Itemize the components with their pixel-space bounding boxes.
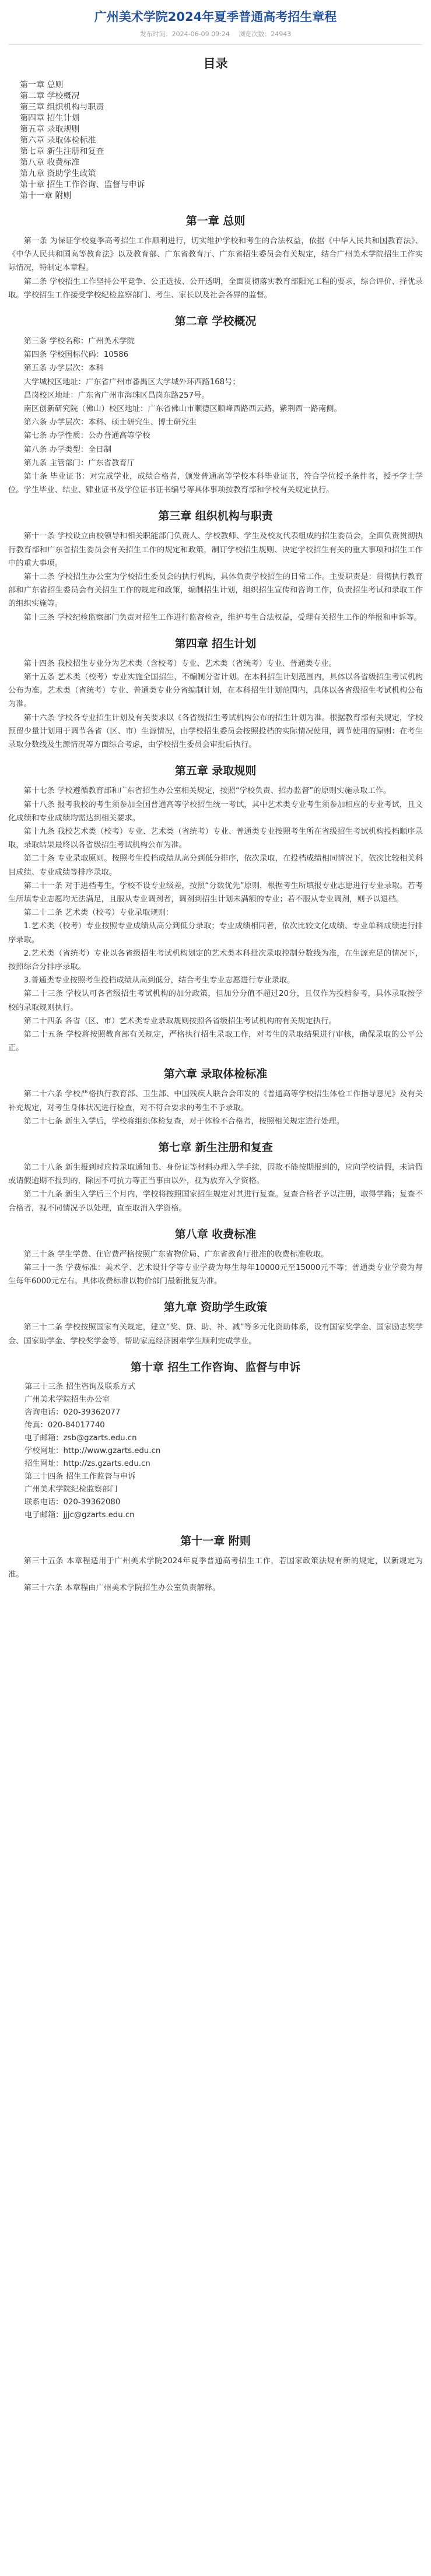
toc-item: 第九章 资助学生政策	[20, 169, 96, 178]
article-paragraph: 第二十六条 学校严格执行教育部、卫生部、中国残疾人联合会印发的《普通高等学校招生体检工作指导意见》及有关补充规定，对考生身体状况进行检查，对不符合要求的考生不予录取。	[8, 1090, 423, 1112]
contact-line: 学校网址：http://www.gzarts.edu.cn	[24, 1446, 161, 1455]
article-paragraph: 第三十条 学生学费、住宿费严格按照广东省物价局、广东省教育厅批准的收费标准收取。	[23, 1250, 329, 1259]
article-paragraph: 第三十六条 本章程由广州美术学院招生办公室负责解释。	[23, 1584, 220, 1593]
article-paragraph: 第二十八条 新生报到时应持录取通知书、身份证等材料办理入学手续，因故不能按期报到的，应向学校请假，未请假或请假逾期不报到的，除因不可抗力等正当事由以外，视为放弃入学资格。	[8, 1163, 423, 1186]
contact-block	[8, 1381, 423, 1522]
article-paragraph: 第十五条 艺术类（校考）专业实施全国招生，不编制分省计划。在本科招生计划范围内，具体以各省级招生考试机构公布为准。艺术类（省统考）专业、普通类专业分省编制计划，在本科招生计划范围内，具体以各省级招生考试机构公布为准。	[8, 673, 423, 709]
article-paragraph: 第九条 主管部门：广东省教育厅	[23, 458, 135, 468]
article-paragraph: 第二十条 专业录取原则。按照考生投档成绩从高分到低分排序，依次录取，在投档成绩相同情况下，依次比较相关科目成绩、专业成绩等排序录取。	[8, 854, 423, 877]
chapter-section	[8, 508, 423, 624]
article-paragraph: 1.艺术类（校考）专业按照专业成绩从高分到低分录取；专业成绩相同者，依次比较文化成绩、专业单科成绩进行排序录取。	[8, 922, 423, 945]
article-paragraph: 昌岗校区地址：广东省广州市海珠区昌岗东路257号。	[23, 391, 209, 400]
chapter-title: 第五章 录取规则	[174, 764, 257, 778]
page-title: 广州美术学院2024年夏季普通高考招生章程	[94, 10, 337, 24]
article-paragraph: 3.普通类专业按照考生投档成绩从高到低分，结合考生专业志愿进行专业录取。	[23, 976, 295, 985]
contact-line: 联系电话：020-39362080	[24, 1497, 121, 1507]
chapter-section	[8, 213, 423, 302]
article-paragraph: 2.艺术类（省统考）专业以各省级招生考试机构划定的艺术类本科批次录取控制分数线为准，在生源充足的情况下，按照综合分排序录取。	[8, 949, 423, 971]
chapter-section	[8, 1360, 423, 1522]
toc-item: 第七章 新生注册和复查	[20, 147, 104, 156]
chapter-section	[8, 1227, 423, 1289]
article-paragraph: 第八条 办学类型：全日制	[23, 445, 112, 454]
article-paragraph: 第十七条 学校遵循教育部和广东省招生办公室相关规定，按照“学校负责、招办监督”的原则实施录取工作。	[23, 787, 391, 796]
contact-line: 咨询电话：020-39362077	[24, 1408, 121, 1417]
article-paragraph: 第七条 办学性质：公办普通高等学校	[23, 431, 150, 441]
chapter-section	[8, 1300, 423, 1347]
chapters	[8, 213, 423, 1595]
chapter-title: 第七章 新生注册和复查	[158, 1140, 273, 1154]
toc-item: 第十章 招生工作咨询、监督与申诉	[20, 180, 145, 189]
article-paragraph: 第二十一条 对于进档考生，学校不设专业级差，按照“分数优先”原则，根据考生所填报专业志愿进行专业录取。若考生所填专业志愿均无法满足，且服从专业调剂者，调剂到招生计划未满额的专业；若不服从专业调剂，则予以退档。	[8, 881, 423, 904]
article-paragraph: 第二十四条 各省（区、市）艺术类专业录取规则按照各省级招生考试机构的有关规定执行。	[23, 1016, 337, 1026]
chapter-title: 第九章 资助学生政策	[163, 1301, 268, 1314]
contact-line: 广州美术学院招生办公室	[24, 1395, 110, 1404]
chapter-title: 第三章 组织机构与职责	[158, 510, 273, 523]
chapter-title: 第十章 招生工作咨询、监督与申诉	[130, 1360, 301, 1374]
article-paragraph: 第四条 学校国标代码：10586	[23, 350, 129, 360]
toc-item: 第一章 总则	[20, 80, 64, 90]
article-paragraph: 第二条 学校招生工作坚持公平竞争、公正选拔、公开透明，全面贯彻落实教育部阳光工程的要求，综合评价、择优录取。学校招生工作接受学校纪检监察部门、考生、家长以及社会各界的监督。	[8, 277, 423, 300]
chapter-title: 第四章 招生计划	[174, 637, 257, 650]
article-paragraph: 第三十二条 学校按照国家有关规定，建立“奖、贷、助、补、减”等多元化资助体系，设有国家奖学金、国家励志奖学金、国家助学金、学校奖学金等，帮助家庭经济困难学生顺利完成学业。	[8, 1323, 423, 1346]
chapter-section	[8, 636, 423, 752]
article-paragraph: 第三十五条 本章程适用于广州美术学院2024年夏季普通高考招生工作，若国家政策法规有新的规定，以新规定为准。	[8, 1556, 423, 1579]
table-of-contents	[20, 80, 423, 202]
contact-line: 电子邮箱：jjjc@gzarts.edu.cn	[24, 1510, 135, 1519]
article-paragraph: 第二十二条 艺术类（校考）专业录取规则：	[23, 908, 174, 918]
article-paragraph: 第十一条 学校设立由校领导和相关职能部门负责人、学校教师、学生及校友代表组成的招生委员会，全面负责贯彻执行教育部和广东省招生委员会有关招生工作的规定和政策，制订学校招生规则、决定学校招生有关的重大事项和招生工作中的重大事项。	[8, 532, 423, 568]
article-paragraph: 第六条 办学层次：本科、硕士研究生、博士研究生	[23, 418, 197, 427]
contact-line: 第三十三条 招生咨询及联系方式	[24, 1382, 136, 1391]
article-paragraph: 第一条 为保证学校夏季高考招生工作顺利进行，切实维护学校和考生的合法权益，依据《中华人民共和国教育法》、《中华人民共和国高等教育法》以及教育部、广东省教育厅、广东省招生委员会有关规定，结合广州美术学院招生工作实际情况，特制定本章程。	[8, 237, 423, 273]
article-paragraph: 第十三条 学校纪检监察部门负责对招生工作进行监督检查，维护考生合法权益，受理有关招生工作的举报和申诉等。	[23, 613, 422, 622]
article-paragraph: 第十八条 报考我校的考生须参加全国普通高等学校招生统一考试，其中艺术类专业考生须参加相应的专业考试，且文化成绩和专业成绩均需达到相关要求。	[8, 800, 423, 823]
chapter-section	[8, 1533, 423, 1595]
article-paragraph: 大学城校区地址：广东省广州市番禺区大学城外环西路168号；	[23, 377, 240, 387]
toc-heading: 目录	[203, 57, 228, 71]
view-count: 浏览次数：24943	[239, 30, 292, 38]
article-paragraph: 第十六条 学校各专业招生计划及有关要求以《各省级招生考试机构公布的招生计划为准。根据教育部有关规定，学校预留少量计划用于调节各省（区、市）生源情况，由学校招生委员会按照投档的实际情况使用，调节使用的原则：在考生录取分数线及生源情况等方面综合考虑，由学校招生委员会审批后执行。	[8, 713, 423, 750]
article-paragraph: 第十条 毕业证书：对完成学业，成绩合格者，颁发普通高等学校本科毕业证书，符合学位授予条件者，授予学士学位。学生毕业、结业、肄业证书及学位证书证书编号等具体事项按教育部和学校有关规定执行。	[8, 472, 423, 495]
article-paragraph: 第二十七条 新生入学后，学校将组织体检复查，对于体检不合格者，按照相关规定进行处理。	[23, 1117, 344, 1126]
chapter-title: 第二章 学校概况	[174, 315, 257, 328]
toc-item: 第二章 学校概况	[20, 92, 80, 101]
chapter-title: 第一章 总则	[185, 215, 246, 227]
divider	[8, 44, 423, 45]
article-paragraph: 第五条 办学层次：本科	[23, 364, 104, 373]
chapter-title: 第六章 录取体检标准	[163, 1068, 268, 1081]
article-paragraph: 南区创新研究院（佛山）校区地址：广东省佛山市顺德区顺峰西路西云路，紫荆西一路南侧。	[23, 405, 342, 414]
contact-line: 传真：020-84017740	[24, 1420, 105, 1430]
toc-item: 第六章 录取体检标准	[20, 136, 96, 145]
contact-line: 电子邮箱：zsb@gzarts.edu.cn	[24, 1433, 137, 1443]
article-paragraph: 第二十三条 学校认可各省级招生考试机构的加分政策，但加分分值不超过20分，且仅作为投档参考，具体录取按学校的录取规则执行。	[8, 989, 423, 1012]
toc-item: 第四章 招生计划	[20, 114, 80, 123]
toc-item: 第三章 组织机构与职责	[20, 103, 104, 112]
chapter-section	[8, 314, 423, 497]
contact-line: 第三十四条 招生工作监督与申诉	[24, 1472, 136, 1481]
chapter-title: 第八章 收费标准	[174, 1227, 257, 1241]
article-paragraph: 第二十五条 学校将按照教育部有关规定，严格执行招生录取工作，对考生的录取结果进行审核，确保录取的公平公正。	[8, 1030, 423, 1053]
chapter-section	[8, 1140, 423, 1215]
article-paragraph: 第十二条 学校招生办公室为学校招生委员会的执行机构，具体负责学校招生的日常工作。主要职责是：贯彻执行教育部和广东省招生委员会有关招生工作的规定和政策，编制招生计划，组织招生宣传和咨询工作，负责招生考试和录取工作的组织实施等。	[8, 573, 423, 609]
toc-item: 第八章 收费标准	[20, 158, 80, 167]
toc-item: 第五章 录取规则	[20, 125, 80, 134]
article-paragraph: 第三十一条 学费标准：美术学、艺术设计学等专业学费为每生每年10000元至15000元不等；普通类专业学费为每生每年6000元左右。具体收费标准以物价部门最新批复为准。	[8, 1263, 423, 1286]
article-paragraph: 第二十九条 新生入学后三个月内，学校将按照国家招生规定对其进行复查。复查合格者予以注册，取得学籍；复查不合格者，视不同情况予以处理，直至取消入学资格。	[8, 1190, 423, 1213]
chapter-section	[8, 1066, 423, 1128]
contact-line: 招生网址：http://zs.gzarts.edu.cn	[24, 1459, 150, 1468]
publish-time: 发布时间：2024-06-09 09:24	[139, 30, 230, 38]
contact-line: 广州美术学院纪检监察部门	[24, 1484, 118, 1494]
article-paragraph: 第十四条 我校招生专业分为艺术类（含校考）专业、艺术类（省统考）专业、普通类专业。	[23, 659, 337, 668]
article-paragraph: 第十九条 我校艺术类（校考）专业、艺术类（省统考）专业、普通类专业按照考生所在省级招生考试机构投档顺序录取，录取结果最终以各省级招生考试机构公布为准。	[8, 827, 423, 850]
toc-item: 第十一章 附则	[20, 191, 72, 201]
chapter-title: 第十一章 附则	[180, 1534, 251, 1547]
article-meta	[8, 29, 423, 38]
chapter-section	[8, 763, 423, 1055]
article-paragraph: 第三条 学校名称：广州美术学院	[23, 337, 135, 346]
